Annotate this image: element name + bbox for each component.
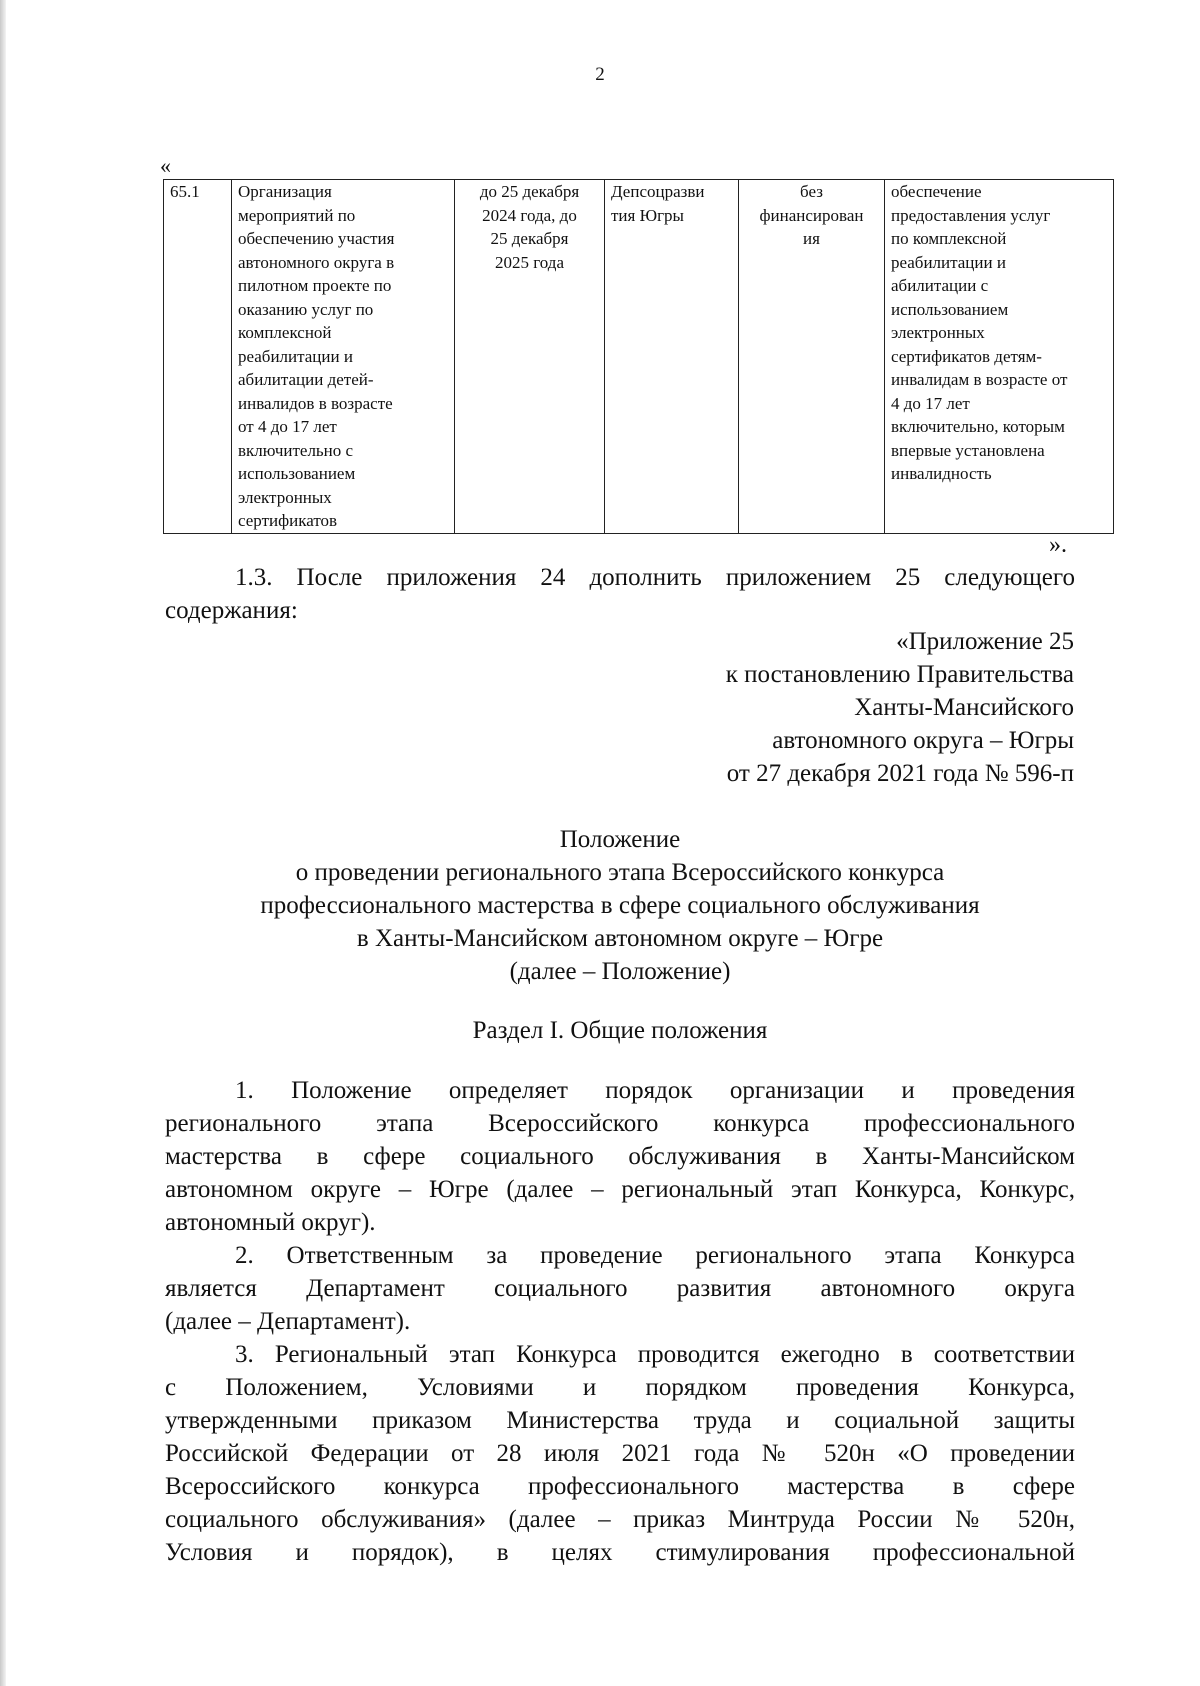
cell-financing: без финансирован ия bbox=[739, 180, 885, 534]
cell-term: до 25 декабря 2024 года, до 25 декабря 2025 года bbox=[455, 180, 605, 534]
page-number: 2 bbox=[595, 64, 605, 85]
paragraph-3: 3. Региональный этап Конкурса проводится ежегодно в соответствии с Положением, Условиями и порядком проведения Конкурса, утвержденными приказом Министерства труда и социальной защиты Российской Федерации от 28 июля 2021 года № 520н «О проведении Всероссийского конкурса профессионального мастерства в сфере социального обслуживания» (далее – приказ Минтруда России № 520н, Условия и порядок), в целях стимулирования профессиональной bbox=[165, 1341, 1075, 1566]
cell-description: Организация мероприятий по обеспечению участия автономного округа в пилотном проекте по оказанию услуг по комплексной реабилитации и абилитации детей- инвалидов в возрасте от 4 до 17 лет включительно с использованием электронных сертификатов bbox=[232, 180, 455, 534]
item-1-3: 1.3. После приложения 24 дополнить приложением 25 следующего содержания: bbox=[165, 564, 1075, 624]
paragraph-2: 2. Ответственным за проведение регионального этапа Конкурса является Департамент социального развития автономного округа (далее – Департамент). bbox=[165, 1242, 1075, 1335]
appendix-header: «Приложение 25 к постановлению Правительства Ханты-Мансийского автономного округа – Югры от 27 декабря 2021 года № 596-п bbox=[725, 628, 1074, 787]
measures-table bbox=[163, 179, 1114, 534]
section-heading: Раздел I. Общие положения bbox=[472, 1017, 768, 1044]
paragraph-1: 1. Положение определяет порядок организации и проведения регионального этапа Всероссийского конкурса профессионального мастерства в сфере социального обслуживания в Ханты-Мансийском автономном округе – Югре (далее – региональный этап Конкурса, Конкурс, автономный округ). bbox=[165, 1077, 1075, 1236]
closing-quote: ». bbox=[1049, 532, 1067, 558]
cell-number: 65.1 bbox=[164, 180, 232, 534]
document-title: Положение о проведении регионального этапа Всероссийского конкурса профессионального мастерства в сфере социального обслуживания в Ханты-Мансийском автономном округе – Югре (далее – Положение) bbox=[260, 826, 980, 985]
opening-quote: « bbox=[160, 153, 171, 178]
cell-executor: Депсоцразви тия Югры bbox=[605, 180, 739, 534]
table-row bbox=[164, 180, 1114, 534]
cell-result: обеспечение предоставления услуг по комплексной реабилитации и абилитации с использованием электронных сертификатов детям- инвалидам в возрасте от 4 до 17 лет включительно, которым впервые установлена инвалидность bbox=[885, 180, 1114, 534]
